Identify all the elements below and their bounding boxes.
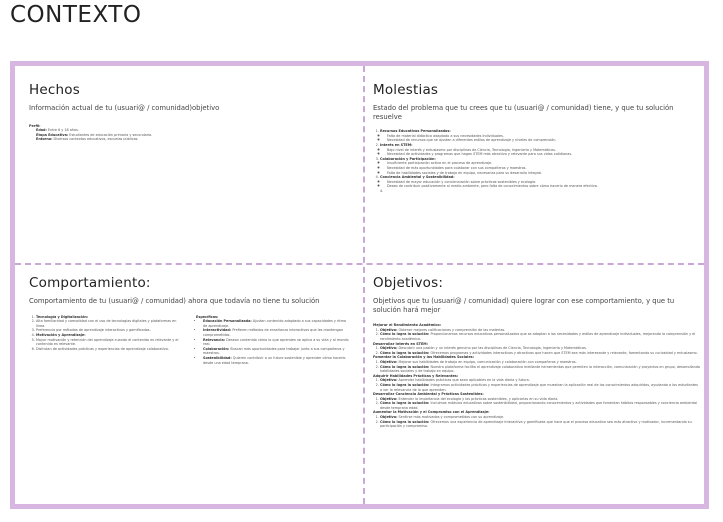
molestia-items [380,134,699,143]
item-value: Buscan más oportunidades para trabajar junto a sus compañeros y maestros. [203,346,345,356]
item-key: Edad: [36,128,47,133]
objetivo-items [373,328,701,342]
item-value: Desean contenido cómo lo que aprenden se aplica a su vida y al mundo real. [203,337,349,347]
molestia-head: Conciencia Ambiental y Sostenibilidad: [380,175,455,180]
item-value: Descubrir una pasión y un interés genuino por las disciplinas de Ciencia, Tecnología, Ingeniería y Matemáticas. [398,346,587,351]
comportamiento-left-list [29,315,182,352]
especifica-item [203,328,349,337]
especifica-item [203,338,349,347]
objetivo-group [373,374,701,392]
item-key: Objetivo: [380,396,398,401]
perfil-label: Perfil: [29,123,41,128]
molestia-item: ◦ Necesidad de más oportunidades para colaborar con sus compañeros y maestros. [387,166,699,171]
hechos-subtitle: Información actual de tu (usuari@ / comunidad)objetivo [29,104,220,112]
comportamiento-right-list [196,319,349,365]
objetivos-list [373,323,701,429]
objetivo-items [373,378,701,392]
perfil-item [36,137,349,142]
molestia-item: ◦ Bajo nivel de interés y entusiasmo por disciplinas de Ciencia, Tecnología, Ingeniería y Matemáticas. [387,148,699,153]
hechos-content [29,124,349,142]
item-key: Objetivo: [380,378,398,383]
item-key: Objetivo: [380,327,398,332]
objetivo-item [380,420,701,429]
item-key: Cómo lo logra la solución: [380,350,430,355]
comportamiento-item [36,338,182,347]
molestia-items [380,161,699,175]
item-value: Entender la importancia del ecología y las prácticas sostenibles, y aplicarlas en su vida diaria. [398,396,559,401]
molestias-content [373,129,699,193]
item-value: Prefieren métodos de enseñanza interactivos que les mantengan comprometidos. [203,328,343,337]
item-key: Interactividad: [203,328,232,333]
item-key: Entorno: [36,137,53,142]
molestia-items [380,180,699,189]
molestia-item: ◦ Insuficiente participación activa en el proceso de aprendizaje. [387,161,699,166]
item-key: Etapa Educativa: [36,132,69,137]
objetivo-head: Mejorar el Rendimiento Académico: [373,323,442,328]
especifica-item [203,356,349,365]
item-value: Alta familiaridad y comodidad con el uso de tecnologías digitales y plataformas en línea. [36,319,177,328]
comportamiento-item [36,319,182,328]
molestia-head: Interés en STEM: [380,142,413,147]
objetivo-item [380,332,701,341]
molestias-subtitle: Estado del problema que tu crees que tu (usuari@ / comunidad) tiene, y que tu solución resuelve [373,104,674,121]
objetivo-group [373,342,701,356]
objetivo-group [373,392,701,410]
especificas-label: Específicas: [196,314,219,319]
item-key: Motivación y Aprendizaje: [36,332,86,337]
objetivo-group [373,323,701,341]
item-value: Mayor motivación y retención del aprendizaje cuando el contenido es relevante y el contenido es relevante. [36,337,179,347]
molestias-list [373,129,699,189]
item-key: Sostenibilidad: [203,355,232,360]
objetivo-group [373,355,701,373]
perfil-list [29,128,349,142]
molestias-title: Molestias [373,82,439,98]
item-key: Colaboración: [203,346,230,351]
item-key: Cómo lo logra la solución: [380,419,430,424]
comportamiento-item [36,347,182,352]
item-value: Ofrecemos programas y actividades interactivas y atractivas que hacen que STEM sea más interesante y relevante, fomentando su curiosidad y entusiasmo. [430,350,698,355]
item-value: Sentirse más motivados y comprometidos con su aprendizaje. [398,415,505,420]
comportamiento-columns [29,315,349,366]
molestia-group [380,129,699,143]
hechos-title: Hechos [29,82,80,98]
item-key: Cómo lo logra la solución: [380,332,430,337]
molestias-section [373,82,699,260]
item-key: Cómo lo logra la solución: [380,364,430,369]
especifica-item [203,347,349,356]
item-value: Aprender habilidades prácticas que sean aplicables en la vida diaria y futura. [398,378,530,383]
objetivos-title: Objetivos: [373,275,444,291]
comportamiento-subtitle: Comportamiento de tu (usuari@ / comunidad) ahora que todavía no tiene tu solución [29,297,320,305]
objetivo-group [373,410,701,428]
item-value: Quieren contribuir a un futuro sostenible y aprender cómo hacerlo desde una edad temprana. [203,355,346,365]
item-value: Ofrecemos una experiencia de aprendizaje interactiva y gamificada que hace que el proceso educativo sea más atractivo y motivador, incrementando su participación y compromiso. [380,419,692,429]
molestia-items [380,148,699,157]
item-value: Mejorar sus habilidades de trabajo en equipo, comunicación y colaboración con compañeros y maestros. [398,359,577,364]
objetivo-head: Desarrollar Interés en STEM: [373,341,429,346]
item-value: Integramos actividades prácticas y experiencias de aprendizaje que muestran la aplicación real de los conocimientos adquiridos, ayudando a los estudiantes a ver la relevancia de lo que aprenden. [380,382,698,392]
item-key: Cómo lo logra la solución: [380,401,430,406]
objetivo-head: Adquirir Habilidades Prácticas y Relevantes: [373,373,459,378]
comportamiento-title: Comportamiento: [29,275,151,291]
especifica-item [203,319,349,328]
molestia-item: ◦ Necesidad de mayor educación y concienciación sobre prácticas sostenibles y ecología. [387,180,699,185]
molestias-tail: 4. [380,188,384,193]
molestia-item: ◦ Necesidad de actividades y programas que hagan STEM más atractivo y relevante para sus vidas cotidianas. [387,152,699,157]
molestia-group [380,175,699,189]
item-value: Entre 6 y 18 años. [47,128,79,133]
molestia-item: ◦ Falta de material didáctico adaptado a sus necesidades individuales. [387,134,699,139]
item-value: Obtener mejores calificaciones y comprensión de las materias. [398,327,506,332]
page-title: CONTEXTO [10,2,142,28]
molestia-item: ◦ Falta de habilidades sociales y de trabajo en equipo, necesarias para su desarrollo integral. [387,171,699,176]
objetivo-head: Desarrollar Conciencia Ambiental y Prácticas Sostenibles: [373,392,484,397]
item-value: Proporcionamos recursos educativos personalizados que se adaptan a las necesidades y estilos de aprendizaje individuales, mejorando la comprensión y el rendimiento académico. [380,332,696,341]
molestia-head: Colaboración y Participación: [380,156,436,161]
item-value: Incluimos módulos educativos sobre sostenibilidad, proporcionando conocimientos y actividades que fomentan hábitos responsables y conciencia ambiental desde temprana edad. [380,401,697,410]
objetivos-section [373,275,701,505]
item-value: Disfrutan de actividades prácticas y experiencias de aprendizaje colaborativo. [36,346,169,351]
item-value: Nuestra plataforma facilita el aprendizaje colaborativo mediante herramientas que permiten la interacción, comunicación y proyectos en grupo, desarrollando habilidades sociales y de trabajo en equipo. [380,364,700,374]
item-key: Cómo lo logra la solución: [380,382,430,387]
objetivo-head: Aumentar la Motivación y el Compromiso con el Aprendizaje: [373,410,490,415]
objetivo-item [380,365,701,374]
molestia-item: ◦ Deseo de contribuir positivamente al medio ambiente, pero falta de conocimientos sobre cómo hacerlo de manera efectiva. [387,184,699,189]
item-key: Educación Personalizada: [203,319,252,324]
item-key: Tecnología y Digitalización: [36,314,89,319]
item-value: Ajustan contenido adaptado a sus capacidades y ritmo de aprendizaje. [203,319,347,328]
molestia-group [380,157,699,175]
objetivo-head: Fomentar la Colaboración y las Habilidades Sociales: [373,355,475,360]
molestia-item: ◦ Necesidad de recursos que se ajusten a diferentes estilos de aprendizaje y niveles de comprensión. [387,138,699,143]
item-key: Objetivo: [380,415,398,420]
objetivo-items [373,360,701,374]
objetivo-items [373,397,701,411]
item-value: Diversos contextos educativos, escuelas públicas. [53,137,139,142]
horizontal-divider [15,263,704,265]
objetivo-item [380,401,701,410]
item-value: Estudiantes de educación primaria y secundaria. [69,132,153,137]
hechos-section [29,82,349,258]
comportamiento-section [29,275,349,505]
vertical-divider [363,66,365,504]
molestia-group [380,143,699,157]
molestia-head: Recursos Educativos Personalizados: [380,129,451,134]
objetivo-items [373,346,701,355]
objetivos-subtitle: Objetivos que tu (usuari@ / comunidad) quiere lograr con ese comportamiento, y que tu solución hará mejor [373,297,675,314]
item-key: Relevancia: [203,337,226,342]
objetivo-item [380,383,701,392]
objetivo-items [373,415,701,429]
item-value: Preferencia por métodos de aprendizaje interactivos y gamificados. [36,328,151,333]
item-key: Objetivo: [380,359,398,364]
context-board [10,61,709,509]
item-key: Objetivo: [380,346,398,351]
